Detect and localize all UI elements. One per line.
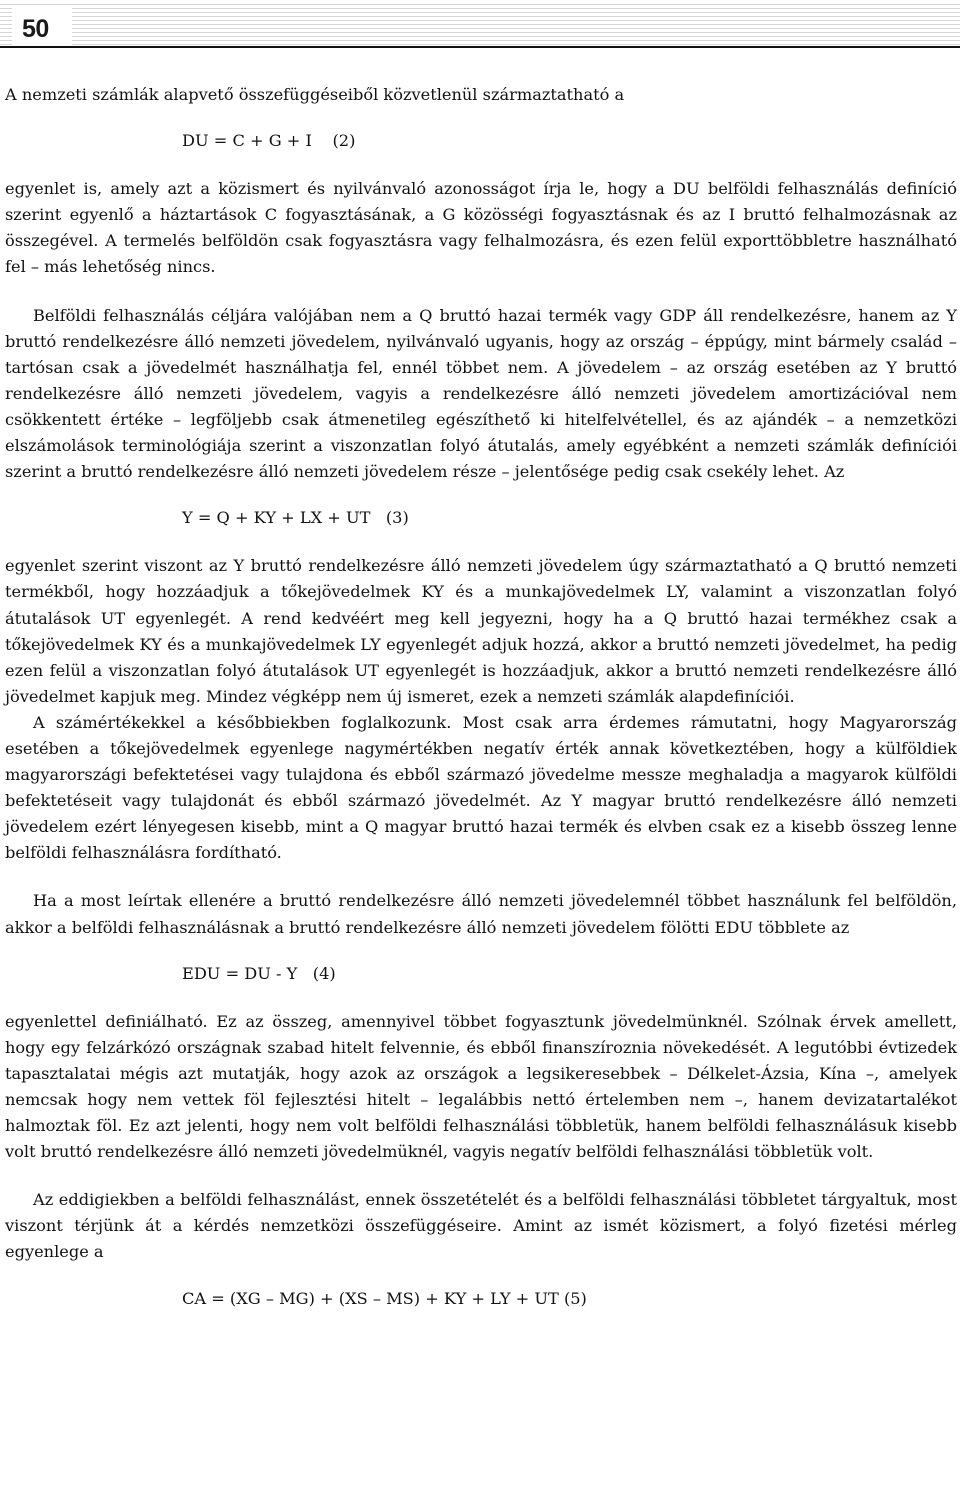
- equation-5: CA = (XG – MG) + (XS – MS) + KY + LY + UT (5): [182, 1288, 587, 1308]
- page-number: 50: [22, 15, 49, 43]
- equation-2: DU = C + G + I (2): [182, 131, 356, 151]
- header-divider: [0, 46, 960, 48]
- paragraph-1: A nemzeti számlák alapvető összefüggéseiből közvetlenül származtatható a: [5, 85, 625, 104]
- document-body: [5, 82, 957, 1334]
- header-rule-lines: [0, 4, 960, 46]
- paragraph-3: Belföldi felhasználás céljára valójában nem a Q bruttó hazai termék vagy GDP áll rendelkezésre, hanem az Y bruttó rendelkezésre álló nemzeti jövedelem, nyilvánvaló ugyanis, hogy az ország – éppúgy, mint bármely család – tartósan csak a jövedelmét használhatja fel, ennél többet nem. A jövedelem – az ország esetében az Y bruttó rendelkezésre álló nemzeti jövedelem, vagyis a rendelkezésre álló nemzeti jövedelem amortizációval nem csökkentett értéke – legföljebb csak átmenetileg egészíthető ki hitelfelvétellel, és az ajándék – a nemzetközi elszámolások terminológiája szerint a viszonzatlan folyó átutalás, amely egyébként a nemzeti számlák definíciói szerint a bruttó rendelkezésre álló nemzeti jövedelem része – jelentősége pedig csak csekély lehet. Az: [5, 305, 957, 482]
- equation-4: EDU = DU - Y (4): [182, 963, 336, 983]
- paragraph-7: egyenlettel definiálható. Ez az összeg, amennyivel többet fogyasztunk jövedelmünknél. Szólnak érvek amellett, hogy egy felzárkózó országnak szabad hitelt felvennie, és ebből finanszíroznia növekedését. A legutóbbi évtizedek tapasztalatai mégis azt mutatják, hogy azok az országok a legsikeresebbek – Délkelet-Ázsia, Kína –, amelyek nemcsak hogy nem vettek föl fejlesztési hitelt – legalábbis nettó értelemben nem –, hanem devizatartalékot halmoztak föl. Ez azt jelenti, hogy nem volt belföldi felhasználási többletük, hanem belföldi felhasználásuk kisebb volt bruttó rendelkezésre álló nemzeti jövedelmüknél, vagyis negatív belföldi felhasználási többletük volt.: [5, 1011, 957, 1162]
- paragraph-4: egyenlet szerint viszont az Y bruttó rendelkezésre álló nemzeti jövedelem úgy származtatható a Q bruttó nemzeti termékből, hogy hozzáadjuk a tőkejövedelmek KY és a munkajövedelmek LY, valamint a viszonzatlan folyó átutalások UT egyenlegét. A rend kedvéért meg kell jegyezni, hogy ha a Q bruttó hazai termékhez csak a tőkejövedelmek KY és a munkajövedelmek LY egyenlegét adjuk hozzá, akkor a bruttó nemzeti jövedelmet, ha pedig ezen felül a viszonzatlan folyó átutalások UT egyenlegét is hozzáadjuk, akkor a bruttó nemzeti rendelkezésre álló jövedelmet kapjuk meg. Mindez végképp nem új ismeret, ezek a nemzeti számlák alapdefiníciói.: [5, 556, 957, 706]
- paragraph-6: Ha a most leírtak ellenére a bruttó rendelkezésre álló nemzeti jövedelemnél többet használunk fel belföldön, akkor a belföldi felhasználásnak a bruttó rendelkezésre álló nemzeti jövedelem fölötti EDU többlete az: [5, 891, 957, 937]
- equation-3: Y = Q + KY + LX + UT (3): [182, 508, 409, 528]
- paragraph-2: egyenlet is, amely azt a közismert és nyilvánvaló azonosságot írja le, hogy a DU belföldi felhasználás definíció szerint egyenlő a háztartások C fogyasztásának, a G közösségi fogyasztásnak és az I bruttó felhalmozásnak az összegével. A termelés belföldön csak fogyasztásra vagy felhalmozásra, és ezen felül exporttöbbletre használható fel – más lehetőség nincs.: [5, 179, 957, 277]
- paragraph-8: Az eddigiekben a belföldi felhasználást, ennek összetételét és a belföldi felhasználási többletet tárgyaltuk, most viszont térjünk át a kérdés nemzetközi összefüggéseire. Amint az ismét közismert, a folyó fizetési mérleg egyenlege a: [5, 1190, 957, 1262]
- page-header: [0, 0, 960, 48]
- paragraph-5: A számértékekkel a későbbiekben foglalkozunk. Most csak arra érdemes rámutatni, hogy Magyarország esetében a tőkejövedelmek egyenlege nagymértékben negatív érték annak következtében, hogy a külföldiek magyarországi befektetései vagy tulajdona és ebből származó jövedelme messze meghaladja a magyarok külföldi befektetéseit vagy tulajdonát és ebből származó jövedelmét. Az Y magyar bruttó rendelkezésre álló nemzeti jövedelem ezért lényegesen kisebb, mint a Q magyar bruttó hazai termék és elvben csak ez a kisebb összeg lenne belföldi felhasználásra fordítható.: [5, 712, 957, 863]
